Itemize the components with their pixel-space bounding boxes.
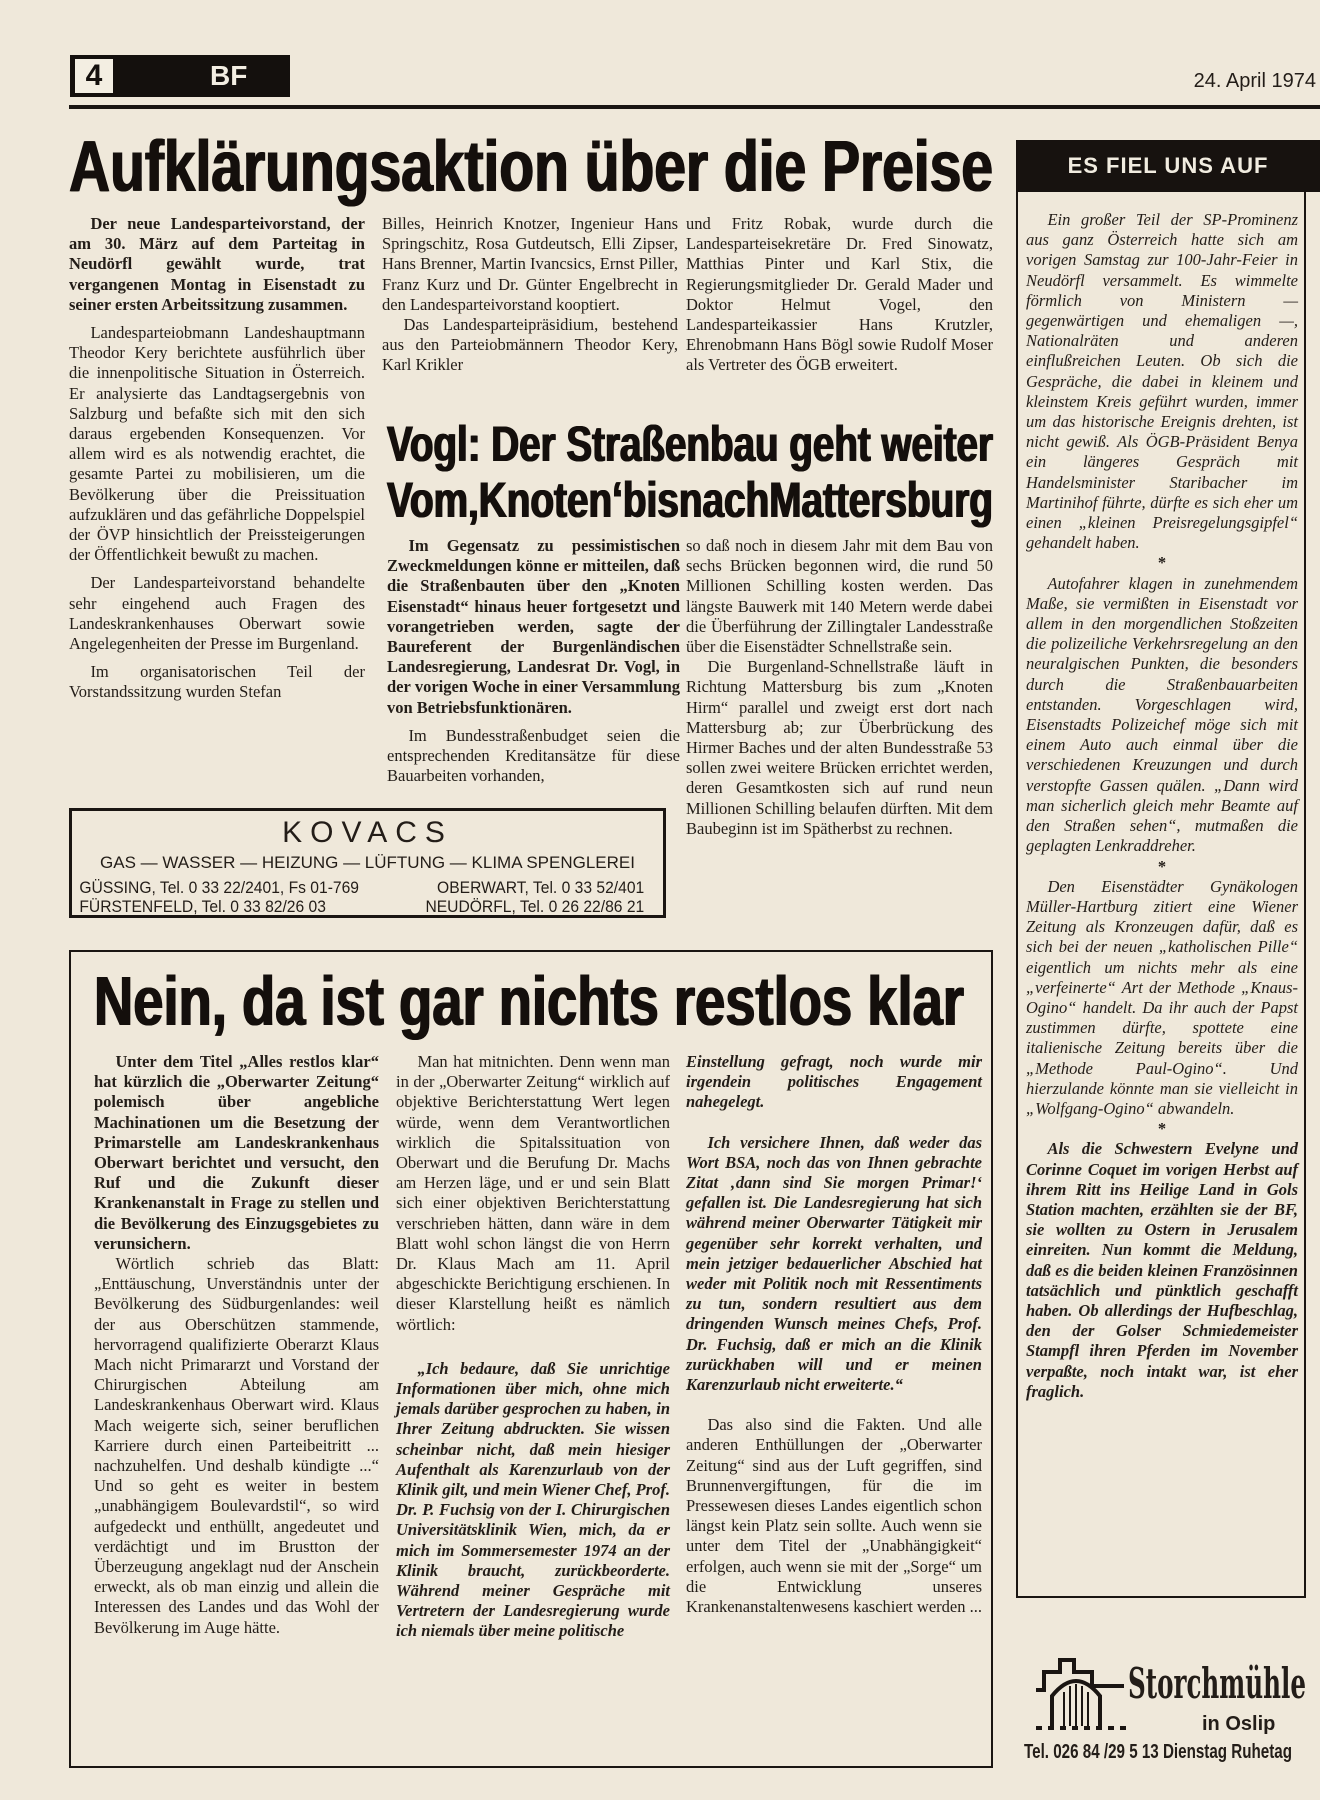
paragraph: Die Burgenland-Schnellstraße läuft in Richtung Mattersburg bis zum „Knoten Hirm“ parallel und zweigt erst dort nach Mattersburg ab; zur Überbrückung des Hirmer Baches und der alten Bundesstraße 53 sollen zwei weitere Brücken errichtet werden, deren Gesamtkosten sich auf rund neun Millionen Schilling belaufen dürften. Mit dem Baubeginn ist im Spätherbst zu rechnen. <box>686 657 993 838</box>
article3-column-1 <box>94 1052 379 1638</box>
quoted-paragraph: „Ich bedaure, daß Sie unrichtige Informationen über mich, ohne mich jemals darüber gesprochen zu haben, in Ihrer Zeitung abdruckten. Sie wissen scheinbar nicht, daß mein hiesiger Aufenthalt als Karenzurlaub von der Klinik gilt, und mein Wiener Chef, Prof. Dr. P. Fuchsig von der I. Chirurgischen Universitätsklinik Wien, mich, da er mich im Sommersemester 1974 an der Klinik braucht, zurückbeorderte. Während meiner Gespräche mit Vertretern der Landesregierung wurde ich niemals über meine politische <box>396 1358 670 1641</box>
article2-column-1 <box>387 536 680 786</box>
quoted-paragraph: Ich versichere Ihnen, daß weder das Wort BSA, noch das von Ihnen gebrachte Zitat ‚dann sind Sie morgen Primar!‘ gefallen ist. Die Landesregierung hat sich während meiner Oberwarter Tätigkeit mir gegenüber sehr korrekt verhalten, und mein jetziger bedauerlicher Abschied hat weder mit Politik noch mit Ressentiments zu tun, sondern resultiert aus dem dringenden Wunsch meines Chefs, Prof. Dr. Fuchsig, daß er mich an die Klinik zurückhaben will und er meinen Karenzurlaub nicht erweiterte.“ <box>686 1132 982 1395</box>
sidebar-item: Autofahrer klagen in zunehmendem Maße, sie vermißten in Eisenstadt vor allem in den morgendlichen Stoßzeiten die polizeiliche Verkehrsregelung an den neuralgischen Punkten, die besonders durch die Straßenbauarbeiten entstanden. Vorgeschlagen wird, Eisenstadts Polizeichef möge sich mit einem Auto auch einmal über die verschiedenen Kreuzungen und durch verstopfte Gassen quälen. „Dann wird man sicherlich gleich mehr Beamte auf den Straßen sehen“, mutmaßen die geplagten Lenkraddreher. <box>1026 573 1298 856</box>
ad-place: in Oslip <box>1202 1713 1276 1735</box>
article1-column-1 <box>69 214 365 703</box>
article2-lead: Im Gegensatz zu pessimistischen Zweckmeldungen könne er mitteilen, daß die Straßenbauten über den „Knoten Eisenstadt“ hinaus heuer fortgesetzt und vorangetrieben werden, sagte der Baureferent der Burgenländischen Landesregierung, Landesrat Dr. Vogl, in der vorigen Woche in einer Versammlung von Betriebsfunktionären. <box>387 536 680 717</box>
ad-name: Storchmühle <box>1128 1659 1306 1708</box>
ad-address: FÜRSTENFELD, Tel. 0 33 82/26 03 <box>79 897 326 916</box>
mill-gate-logo-icon <box>1034 1652 1129 1732</box>
article1-column-2 <box>382 214 678 376</box>
ad-address: NEUDÖRFL, Tel. 0 26 22/86 21 <box>425 897 645 916</box>
header-rule <box>69 105 1320 109</box>
paragraph: so daß noch in diesem Jahr mit dem Bau von sechs Brücken begonnen wird, die rund 50 Millionen Schilling kosten werden. Das längste Bauwerk mit 140 Metern werde dabei die Überführung der Zillingtaler Landesstraße über die Eisenstädter Schnellstraße sein. <box>686 536 993 657</box>
paragraph: Landesparteiobmann Landeshauptmann Theodor Kery berichtete ausführlich über die innenpolitische Situation in Österreich. Er analysierte das Landtagsergebnis von Salzburg und befaßte sich mit den sich daraus ergebenden Konsequenzen. Vor allem wird es als notwendig erachtet, die gesamte Partei zu mobilisieren, um die Bevölkerung über die Preissituation aufzuklären und das gefährliche Doppelspiel der ÖVP hinsichtlich der Preissteigerungen der Öffentlichkeit bewußt zu machen. <box>69 323 365 565</box>
sidebar-item: Als die Schwestern Evelyne und Corinne Coquet im vorigen Herbst auf ihrem Ritt ins Heilige Land in Gols Station machten, erzählten sie der BF, sie wollten zu Ostern in Jerusalem einreiten. Nun kommt die Meldung, daß es die beiden kleinen Französinnen tatsächlich und pünktlich geschafft haben. Ob allerdings der Hufbeschlag, den der Golser Schmiedemeister Stampfl ihren Pferden im November verpaßte, noch intakt war, ist eher fraglich. <box>1026 1139 1298 1401</box>
sidebar-column <box>1026 210 1298 1402</box>
paragraph: Das also sind die Fakten. Und alle anderen Enthüllungen der „Oberwarter Zeitung“ sind aus der Luft gegriffen, sind Brunnenvergiftungen, für die im Pressewesen dieses Landes eigentlich schon längst kein Platz sein sollte. Auch wenn sie unter dem Titel der „Unabhängigkeit“ erfolgen, auch wenn sie mit der „Sorge“ um die Entwicklung unseres Krankenanstaltenwesens kaschiert werden ... <box>686 1415 982 1617</box>
quoted-paragraph: Einstellung gefragt, noch wurde mir irgendein politisches Engagement nahegelegt. <box>686 1052 982 1112</box>
paragraph: Wörtlich schrieb das Blatt: „Enttäuschung, Unverständnis unter der Bevölkerung des Südburgenlandes: weil der aus Oberschützen stammende, hervorragend qualifizierte Oberarzt Klaus Mach nicht Primararzt und Vorstand der Chirurgischen Abteilung am Landeskrankenhaus Oberwart wird. Klaus Mach weigerte sich, seiner beruflichen Karriere durch einen Parteibeitritt ... nachzuhelfen. Und deshalb kündigte ...“ Und so geht es weiter in bestem „unabhängigem Boulevardstil“, so wird aufgedeckt und enthüllt, angedeutet und verdächtigt und im Brustton der Überzeugung angeklagt nud der Anschein erweckt, als ob man einzig und allein die Interessen des Landes und das Wohl der Bevölkerung im Auge hätte. <box>94 1254 379 1637</box>
kovacs-advertisement <box>69 808 666 918</box>
paragraph: Der Landesparteivorstand behandelte sehr eingehend auch Fragen des Landeskrankenhauses Oberwart sowie Angelegenheiten der Presse im Burgenland. <box>69 573 365 654</box>
article3-headline: Nein, da ist gar nichts restlos klar <box>94 962 964 1040</box>
ad-services: GAS — WASSER — HEIZUNG — LÜFTUNG — KLIMA SPENGLEREI <box>100 853 635 872</box>
article1-headline: Aufklärungsaktion über die Preise <box>69 127 994 207</box>
page-header-box <box>70 55 290 97</box>
article1-lead: Der neue Landesparteivorstand, der am 30. März auf dem Parteitag in Neudörfl gewählt wurde, trat vergangenen Montag in Eisenstadt zu seiner ersten Arbeitssitzung zusammen. <box>69 214 365 314</box>
ad-phone-hours: Tel. 026 84 /29 5 13 Dienstag Ruhetag <box>1024 1741 1292 1763</box>
ad-address: OBERWART, Tel. 0 33 52/401 <box>437 878 645 897</box>
separator-star: * <box>1157 1119 1167 1139</box>
separator-star: * <box>1157 856 1167 876</box>
article1-column-3 <box>686 214 993 376</box>
paragraph: Im organisatorischen Teil der Vorstandssitzung wurden Stefan <box>69 662 365 702</box>
sidebar-title: ES FIEL UNS AUF <box>1016 140 1320 192</box>
paragraph: Im Bundesstraßenbudget seien die entsprechenden Kreditansätze für diese Bauarbeiten vorhanden, <box>387 725 680 786</box>
article2-headline-line-2: Vom‚Knoten‘bisnachMattersburg <box>387 472 993 528</box>
issue-date: 24. April 1974 <box>1193 70 1316 92</box>
sidebar-item: Ein großer Teil der SP-Prominenz aus ganz Österreich hatte sich am vorigen Samstag zur 100-Jahr-Feier in Neudörfl versammelt. Es wimmelte förmlich von Ministern — gegenwärtigen und ehemaligen —, Nationalräten und anderen einflußreichen Leuten. Ob sich die Gespräche, die dabei in kleinem und kleinstem Kreis geführt wurden, immer um das historische Ereignis drehten, ist nicht gewiß. Als ÖGB-Präsident Benya ein längeres Gespräch mit Handelsminister Staribacher im Martinihof führte, dürfte es sich eher um einen „kleinen Preisregelungsgipfel“ gehandelt haben. <box>1026 210 1298 553</box>
article3-lead: Unter dem Titel „Alles restlos klar“ hat kürzlich die „Oberwarter Zeitung“ polemisch über angebliche Machinationen um die Besetzung der Primarstelle am Landeskrankenhaus Oberwart berichtet und versucht, den Ruf und die Zukunft dieser Krankenanstalt in Frage zu stellen und die Bevölkerung des Einzugsgebietes zu verunsichern. <box>94 1052 379 1253</box>
paragraph: Billes, Heinrich Knotzer, Ingenieur Hans Springschitz, Rosa Gutdeutsch, Elli Zipser, Hans Brenner, Martin Ivancsics, Ernst Piller, Franz Kurz und Dr. Günter Engelbrecht in den Landesparteivorstand kooptiert. <box>382 214 678 314</box>
separator-star: * <box>1157 553 1167 573</box>
section-label: BF <box>210 60 248 91</box>
article2-headline-line-1: Vogl: Der Straßenbau geht weiter <box>387 416 993 472</box>
paragraph: und Fritz Robak, wurde durch die Landesparteisekretäre Dr. Fred Sinowatz, Matthias Pinter und Karl Stix, die Regierungsmitglieder Dr. Gerald Mader und Doktor Helmut Vogel, den Landesparteikassier Hans Krutzler, Ehrenobmann Hans Bögl sowie Rudolf Moser als Vertreter des ÖGB erweitert. <box>686 214 993 375</box>
article3-column-3 <box>686 1052 982 1617</box>
article2-column-2 <box>686 536 993 839</box>
article3-column-2 <box>396 1052 670 1642</box>
paragraph: Man hat mitnichten. Denn wenn man in der „Oberwarter Zeitung“ wirklich auf objektive Berichterstattung Wert legen würde, wenn dem Verantwortlichen wirklich die Spitalssituation von Oberwart und die Berufung Dr. Machs am Herzen läge, und er und sein Blatt sich einer objektiven Berichterstattung verschrieben hätten, dann wäre in dem Blatt wohl schon längst die von Herrn Dr. Klaus Mach am 11. April abgeschickte Berichtigung erschienen. In dieser Klarstellung heißt es nämlich wörtlich: <box>396 1052 670 1334</box>
ad-company-name: KOVACS <box>282 816 453 849</box>
ad-address: GÜSSING, Tel. 0 33 22/2401, Fs 01-769 <box>79 878 360 897</box>
page-number: 4 <box>75 59 113 93</box>
paragraph: Das Landesparteipräsidium, bestehend aus den Parteiobmännern Theodor Kery, Karl Krikler <box>382 315 678 375</box>
storchmuehle-advertisement <box>1020 1630 1310 1770</box>
sidebar-item: Den Eisenstädter Gynäkologen Müller-Hartburg zitiert eine Wiener Zeitung als Kronzeugen dafür, daß es sich bei der neuen „katholischen Pille“ eigentlich um nichts mehr als eine „verfeinerte“ Art der Methode „Knaus-Ogino“ handelt. Da ihr auch der Papst zustimmen dürfte, spottete eine italienische Zeitung bereits über die „Methode Paul-Ogino“. Und hierzulande könnte man sie vielleicht in „Wolfgang-Ogino“ abwandeln. <box>1026 876 1298 1118</box>
